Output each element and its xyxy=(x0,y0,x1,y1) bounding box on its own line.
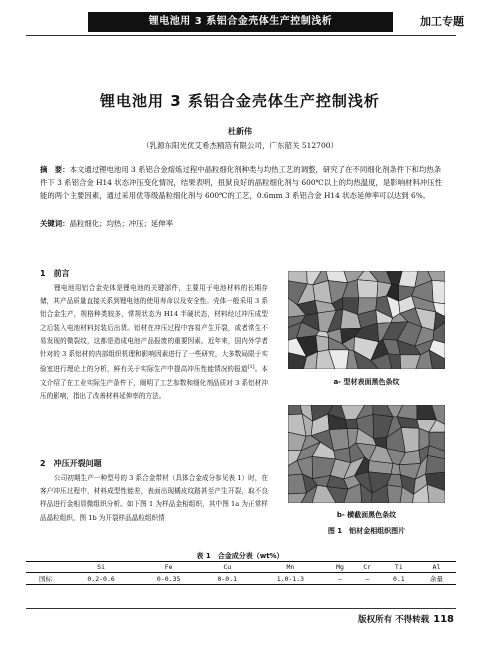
section-2-paragraph: 公司初期生产一种型号的 3 系合金带材（具体合金成分参见表 1）时，在客户冲压过程中，材料成型性能差，表面出现橘皮纹路甚至产生开裂，取不良样品进行金相显微组织分析。如下图 1 为样品金相组织，其中图 1a 为正常样品晶粒组织，图 1b 为开裂样品晶粒组织情 xyxy=(40,474,268,522)
grain-shape xyxy=(387,485,402,503)
article-title: 锂电池用 3 系铝合金壳体生产控制浅析 xyxy=(100,92,380,110)
table-header-cell: Si xyxy=(97,563,105,571)
composition-table xyxy=(26,561,456,585)
page-footer xyxy=(358,613,454,625)
table-cell: 0.1 xyxy=(392,574,405,583)
table-cell: — xyxy=(338,574,342,583)
figure-a-caption: a- 型材表面黑色条纹 xyxy=(333,378,400,386)
grain-shape xyxy=(426,455,445,474)
running-header xyxy=(0,0,480,38)
author: 杜新伟 xyxy=(228,126,252,136)
copyright-notice: 版权所有 不得转载 xyxy=(358,615,430,625)
table-cell: 余量 xyxy=(429,575,443,583)
keywords-text: 晶粒细化；均热；冲压；延伸率 xyxy=(69,219,174,228)
keywords xyxy=(40,218,445,229)
table-header-cell: Ti xyxy=(394,563,403,571)
table-header-row xyxy=(26,562,456,573)
section-2-heading: 2 冲压开裂问题 xyxy=(40,459,102,468)
table-cell: 1.0-1.3 xyxy=(276,574,305,583)
table-header-cell: Fe xyxy=(164,563,173,571)
abstract-label: 摘 要： xyxy=(40,165,70,174)
table-cell: 0-0.35 xyxy=(156,574,181,583)
table-cell: 0-0.1 xyxy=(217,574,238,583)
grain-shape xyxy=(288,405,302,415)
abstract-text: 本文通过锂电池用 3 系铝合金熔炼过程中晶粒细化剂种类与均热工艺的调整，研究了在不同细化剂条件下和均热条件下 3 系铝合金 H14 状态冲压变化情况，结果表明，扭狱良好的晶粒细化剂与 600℃以上的均热温度，是影响材料冲压性能的两个主要因素，通过采用优等级晶粒细化剂与 600℃的工艺，0.6mm 3 系铝合金 H14 状态延伸率可以达到 6%。 xyxy=(40,165,443,200)
figure-b-caption: b- 横截面黑色条纹 xyxy=(336,511,397,519)
column-label: 加工专题 xyxy=(420,15,464,28)
page-number: 118 xyxy=(433,614,454,625)
footer-rule xyxy=(26,608,456,609)
grain-shape xyxy=(357,280,378,298)
micrograph-b xyxy=(288,405,445,503)
table-cell: 0.2-0.6 xyxy=(87,574,115,583)
figure-1-caption: 图 1 铝材金相组织图片 xyxy=(327,527,406,535)
table-header-cell: Al xyxy=(432,563,441,571)
header-rule xyxy=(26,35,456,36)
micrograph-a xyxy=(288,271,445,369)
section-1-text-a: 锂电池用铝合金壳体是锂电池的关键部件，主要用于电池材料的长期存储，其产品质量直接关系到锂电池的使用寿命以及安全性。壳体一般采用 3 系铝合金生产，规格种类较多，常规状态为 H14 半硬状态，材料经过冲压成型之后装入电池材料封装后出货。铝材在冲压过程中容易产生开裂，或者常生不易发现的微裂纹，这都是造成电池产品报废的重要因素。近年来，国内外学者针对的 3 系铝材的内部组织机理和影响因素进行了一些研究，大多数局限于实验室进行理论上的分析，鲜有关于实际生产中提高冲压性能情况的报道 xyxy=(40,284,268,374)
table-1-caption: 表 1 合金成分表（wt%） xyxy=(196,552,284,560)
section-1-paragraph xyxy=(40,282,268,403)
table-header-cell: Mg xyxy=(336,563,344,571)
table-header-cell: Mn xyxy=(286,563,295,571)
keywords-label: 关键词： xyxy=(40,219,70,228)
table-header-cell: Cr xyxy=(363,563,372,571)
table-header-cell: Cu xyxy=(223,563,232,571)
grain-shape xyxy=(316,336,329,352)
section-1-text-b: 。本文介绍了在工业实际生产条件下，阐明了工艺参数和细化剂品质对 3 系铝材冲压的影响，指出了改善材料延伸率的方法。 xyxy=(40,365,269,400)
table-cell: 国标 xyxy=(39,575,53,583)
abstract xyxy=(40,163,445,202)
citation: [1] xyxy=(247,364,255,371)
grain-shape xyxy=(391,463,400,474)
running-title: 锂电池用 3 系铝合金壳体生产控制浅析 xyxy=(88,12,393,32)
section-1-heading: 1 前言 xyxy=(40,269,70,278)
table-header-cell xyxy=(26,562,65,573)
table-cell: — xyxy=(365,574,370,583)
affiliation: （乳源东阳光优艾希杰精箔有限公司，广东韶关 512700） xyxy=(141,141,338,150)
table-row xyxy=(26,573,456,585)
grain-shape xyxy=(432,280,445,303)
